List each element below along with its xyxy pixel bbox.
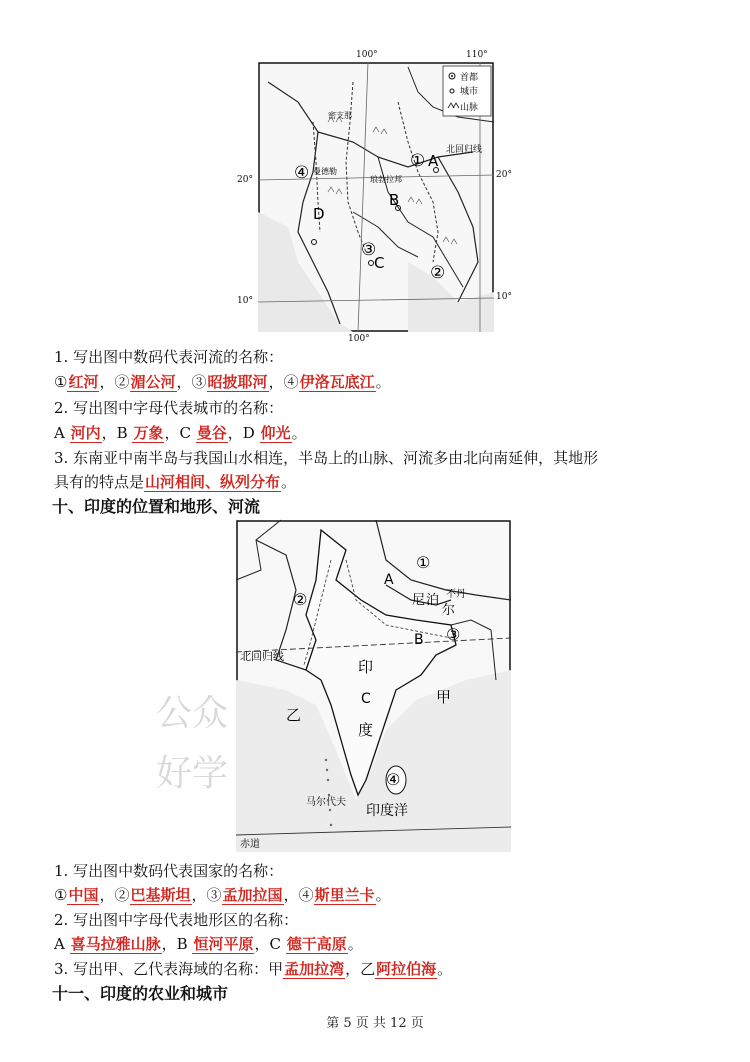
map1-letter-b: B — [389, 191, 400, 209]
s9-answer-1: ①红河，②湄公河，③昭披耶河，④伊洛瓦底江。 — [54, 373, 391, 391]
watermark-line1: 公众 — [156, 693, 229, 734]
indochina-map — [258, 62, 494, 332]
indian-ocean-label: 印度洋 — [366, 803, 408, 819]
map1-num-2: ② — [430, 263, 446, 283]
answer-bay-of-bengal: 孟加拉湾 — [284, 960, 345, 978]
watermark-line2: 好学 — [156, 753, 229, 794]
lat-20-right: 20° — [496, 170, 512, 180]
nepal-char-3: 尔 — [442, 603, 456, 618]
map2-tropic-label: 北回归线 — [240, 650, 284, 663]
equator-label: 赤道 — [240, 839, 260, 850]
heading-section-11: 十一、印度的农业和城市 — [52, 984, 229, 1003]
answer-ganges-plain: 恒河平原 — [193, 935, 254, 953]
india-char-2: 度 — [358, 721, 374, 739]
s9-question-2: 2. 写出图中字母代表城市的名称： — [54, 399, 284, 417]
india-char-1: 印 — [358, 658, 374, 676]
s10-question-2: 2. 写出图中字母代表地形区的名称： — [54, 911, 299, 929]
s9-question-3-line2: 具有的特点是山河相间、纵列分布。 — [54, 473, 297, 491]
answer-sri-lanka: 斯里兰卡 — [314, 886, 375, 904]
s10-question-3: 3. 写出甲、乙代表海域的名称：甲孟加拉湾，乙阿拉伯海。 — [54, 960, 453, 978]
map2-num-1: ① — [416, 553, 431, 572]
legend-city: 城市 — [460, 87, 479, 97]
answer-chao-phraya: 昭披耶河 — [207, 373, 268, 391]
answer-vientiane: 万象 — [133, 424, 164, 442]
nepal-char-1: 尼 — [412, 593, 426, 608]
map1-letter-a: A — [428, 152, 439, 170]
answer-pakistan: 巴基斯坦 — [130, 886, 191, 904]
lat-10-right: 10° — [496, 292, 512, 302]
answer-bangladesh: 孟加拉国 — [222, 886, 283, 904]
s9-answer-2: A 河内，B 万象，C 曼谷，D 仰光。 — [54, 424, 307, 442]
lon-100-bottom: 100° — [348, 334, 370, 344]
map2-num-2: ② — [293, 590, 308, 609]
s10-answer-1: ①中国，②巴基斯坦，③孟加拉国，④斯里兰卡。 — [54, 886, 391, 904]
map1-num-3: ③ — [361, 240, 377, 260]
answer-arabian-sea: 阿拉伯海 — [376, 960, 437, 978]
answer-irrawaddy: 伊洛瓦底江 — [299, 373, 375, 391]
s9-question-1: 1. 写出图中数码代表河流的名称： — [54, 348, 284, 366]
sea-jia-label: 甲 — [436, 688, 452, 706]
answer-deccan-plateau: 德干高原 — [286, 935, 347, 953]
legend-capital: 首都 — [460, 73, 479, 83]
bhutan-label: 不丹 — [446, 589, 466, 600]
city-mandalay: 曼德勒 — [313, 167, 337, 176]
city-luang-prabang: 琅勃拉邦 — [370, 175, 402, 184]
lat-20-left: 20° — [237, 175, 253, 185]
lon-110-top: 110° — [466, 50, 488, 60]
heading-section-10: 十、印度的位置和地形、河流 — [52, 497, 261, 516]
answer-terrain-feature: 山河相间、纵列分布 — [145, 473, 281, 491]
city-myitkyina: 密支那 — [328, 111, 352, 120]
map1-num-4: ④ — [294, 163, 310, 183]
map2-num-4: ④ — [386, 770, 401, 789]
s9-question-3-line1: 3. 东南亚中南半岛与我国山水相连，半岛上的山脉、河流多由北向南延伸，其地形 — [54, 449, 599, 467]
map1-letter-c: C — [374, 254, 385, 272]
india-map — [156, 520, 511, 852]
sea-yi-label: 乙 — [286, 706, 302, 724]
map1-num-1: ① — [410, 151, 426, 171]
lon-100-top: 100° — [356, 50, 378, 60]
answer-mekong: 湄公河 — [130, 373, 176, 391]
nepal-char-2: 泊 — [426, 593, 440, 608]
tropic-label: 北回归线 — [446, 145, 483, 155]
map2-letter-b: B — [414, 632, 424, 648]
answer-yangon: 仰光 — [260, 424, 291, 442]
answer-hanoi: 河内 — [70, 424, 101, 442]
answer-red-river: 红河 — [68, 373, 99, 391]
maldives-label: 马尔代夫 — [306, 797, 346, 808]
page-footer: 第 5 页 共 12 页 — [326, 1016, 424, 1031]
answer-bangkok: 曼谷 — [196, 424, 227, 442]
answer-china: 中国 — [68, 886, 99, 904]
s10-question-1: 1. 写出图中数码代表国家的名称： — [54, 862, 284, 880]
map2-letter-c: C — [361, 691, 371, 707]
map2-num-3: ③ — [446, 625, 461, 644]
map2-letter-a: A — [384, 572, 394, 588]
s10-answer-2: A 喜马拉雅山脉，B 恒河平原，C 德干高原。 — [54, 935, 363, 953]
answer-himalayas: 喜马拉雅山脉 — [70, 935, 161, 953]
legend-mountain: 山脉 — [460, 103, 479, 113]
lat-10-left: 10° — [237, 296, 253, 306]
map1-letter-d: D — [313, 205, 325, 223]
